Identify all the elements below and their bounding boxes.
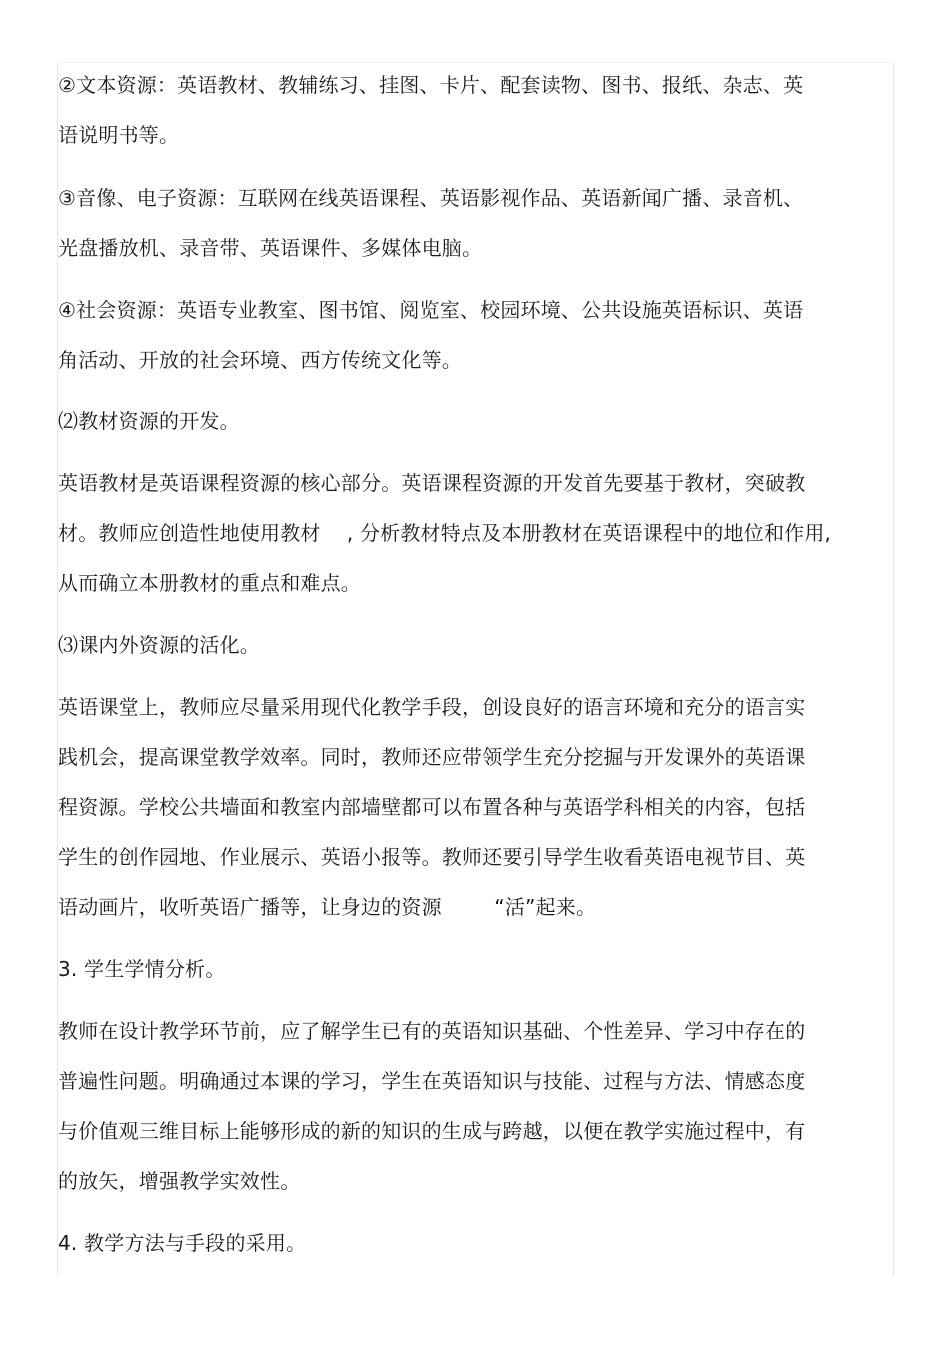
text-line-1: ②文本资源：英语教材、教辅练习、挂图、卡片、配套读物、图书、报纸、杂志、英 xyxy=(58,73,804,97)
heading-resource-activation: ⑶课内外资源的活化。 xyxy=(58,633,260,657)
text-line-6: 角活动、开放的社会环境、西方传统文化等。 xyxy=(58,348,462,372)
heading-student-analysis: 3. 学生学情分析。 xyxy=(58,957,226,981)
text-line-19: 普遍性问题。明确通过本课的学习，学生在英语知识与技能、过程与方法、情感态度 xyxy=(58,1069,806,1093)
heading-teaching-methods: 4. 教学方法与手段的采用。 xyxy=(58,1231,307,1255)
text-line-8: 英语教材是英语课程资源的核心部分。英语课程资源的开发首先要基于教材，突破教 xyxy=(58,471,806,495)
text-line-5: ④社会资源：英语专业教室、图书馆、阅览室、校园环境、公共设施英语标识、英语 xyxy=(58,298,804,322)
text-line-16: 语动画片，收听英语广播等，让身边的资源 “活”起来。 xyxy=(58,895,597,919)
text-line-14: 程资源。学校公共墙面和教室内部墙壁都可以布置各种与英语学科相关的内容，包括 xyxy=(58,795,806,819)
text-line-3: ③音像、电子资源：互联网在线英语课程、英语影视作品、英语新闻广播、录音机、 xyxy=(58,186,804,210)
text-line-18: 教师在设计教学环节前，应了解学生已有的英语知识基础、个性差异、学习中存在的 xyxy=(58,1019,806,1043)
text-line-21: 的放矢，增强教学实效性。 xyxy=(58,1169,301,1193)
text-line-12: 英语课堂上，教师应尽量采用现代化教学手段，创设良好的语言环境和充分的语言实 xyxy=(58,695,806,719)
text-line-2: 语说明书等。 xyxy=(58,123,180,147)
text-line-10: 从而确立本册教材的重点和难点。 xyxy=(58,571,361,595)
text-line-4: 光盘播放机、录音带、英语课件、多媒体电脑。 xyxy=(58,236,483,260)
text-line-9: 材。教师应创造性地使用教材 , 分析教材特点及本册教材在英语课程中的地位和作用, xyxy=(58,521,832,545)
text-line-13: 践机会，提高课堂教学效率。同时，教师还应带领学生充分挖掘与开发课外的英语课 xyxy=(58,745,806,769)
text-line-15: 学生的创作园地、作业展示、英语小报等。教师还要引导学生收看英语电视节目、英 xyxy=(58,845,806,869)
heading-textbook-resources: ⑵教材资源的开发。 xyxy=(58,409,240,433)
text-line-20: 与价值观三维目标上能够形成的新的知识的生成与跨越，以便在教学实施过程中，有 xyxy=(58,1119,806,1143)
